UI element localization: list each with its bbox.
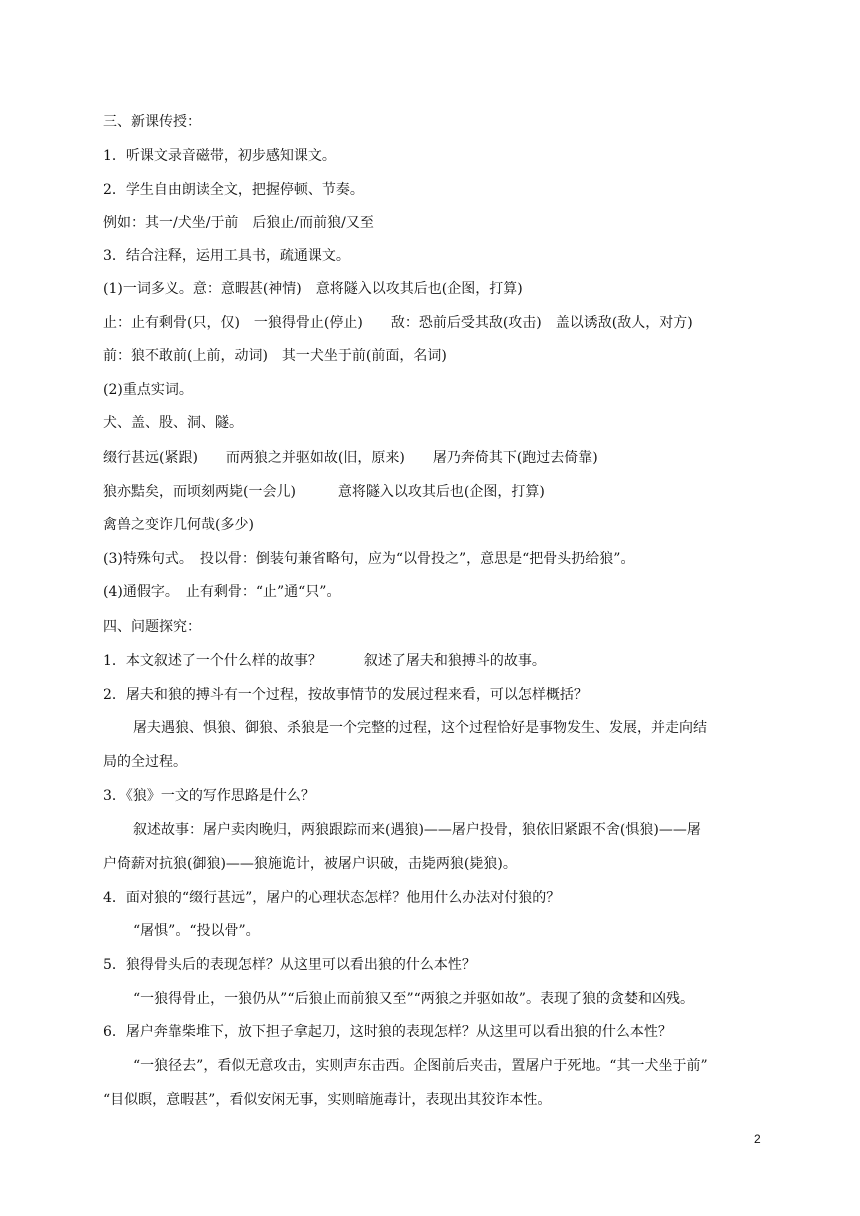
text-line: 例如：其一/犬坐/于前 后狼止/而前狼/又至 [103, 215, 374, 231]
text-line: (4)通假字。 止有剩骨：“止”通“只”。 [103, 584, 341, 600]
answer-line: 屠夫遇狼、惧狼、御狼、杀狼是一个完整的过程，这个过程恰好是事物发生、发展，并走向结 [133, 720, 707, 736]
question-line: 2．屠夫和狼的搏斗有一个过程，按故事情节的发展过程来看，可以怎样概括？ [103, 687, 588, 703]
answer-line: “目似瞑，意暇甚”，看似安闲无事，实则暗施毒计，表现出其狡诈本性。 [103, 1092, 552, 1108]
text-line: (1)一词多义。意：意暇甚(神情) 意将隧入以攻其后也(企图，打算) [103, 281, 523, 297]
text-line: 1．听课文录音磁带，初步感知课文。 [103, 148, 336, 164]
section-heading: 四、问题探究： [103, 619, 201, 635]
answer-line: “一狼径去”，看似无意攻击，实则声东击西。企图前后夹击，置屠户于死地。“其一犬坐于前” [133, 1058, 708, 1074]
question-line: 5．狼得骨头后的表现怎样？从这里可以看出狼的什么本性？ [103, 957, 476, 973]
text-line: 缀行甚远(紧跟) 而两狼之并驱如故(旧，原来) 屠乃奔倚其下(跑过去倚靠) [103, 450, 598, 466]
text-line: (2)重点实词。 [103, 382, 193, 398]
question-line: 4．面对狼的“缀行甚远”，屠户的心理状态怎样？他用什么办法对付狼的？ [103, 890, 561, 906]
section-heading: 三、新课传授： [103, 114, 201, 130]
text-line: 禽兽之变诈几何哉(多少) [103, 517, 254, 533]
text-line: (3)特殊句式。 投以骨：倒装句兼省略句，应为“以骨投之”，意思是“把骨头扔给狼”。 [103, 551, 635, 567]
question-line: 3．《狼》一文的写作思路是什么？ [103, 788, 315, 804]
text-line: 犬、盖、股、洞、隧。 [103, 415, 243, 431]
text-line: 前：狼不敢前(上前，动词) 其一犬坐于前(前面，名词) [103, 348, 447, 364]
text-line: 3．结合注释，运用工具书，疏通课文。 [103, 248, 350, 264]
answer-line: 叙述故事：屠户卖肉晚归，两狼跟踪而来(遇狼)——屠户投骨，狼依旧紧跟不舍(惧狼)——屠 [133, 822, 701, 838]
answer-line: “屠惧”。“投以骨”。 [133, 923, 260, 939]
answer-line: 户倚薪对抗狼(御狼)——狼施诡计，被屠户识破，击毙两狼(毙狼)。 [103, 856, 517, 872]
question-line: 1．本文叙述了一个什么样的故事？ 叙述了屠夫和狼搏斗的故事。 [103, 653, 546, 669]
text-line: 2．学生自由朗读全文，把握停顿、节奏。 [103, 182, 364, 198]
page-number: 2 [754, 1132, 761, 1146]
question-line: 6．屠户奔靠柴堆下，放下担子拿起刀，这时狼的表现怎样？从这里可以看出狼的什么本性？ [103, 1024, 672, 1040]
text-line: 止：止有剩骨(只，仅) 一狼得骨止(停止) 敌：恐前后受其敌(攻击) 盖以诱敌(敌人，对方) [103, 315, 693, 331]
answer-line: “一狼得骨止，一狼仍从”“后狼止而前狼又至”“两狼之并驱如故”。表现了狼的贪婪和凶残。 [133, 991, 694, 1007]
text-line: 狼亦黠矣，而顷刻两毙(一会儿) 意将隧入以攻其后也(企图，打算) [103, 484, 545, 500]
answer-line: 局的全过程。 [103, 754, 187, 770]
